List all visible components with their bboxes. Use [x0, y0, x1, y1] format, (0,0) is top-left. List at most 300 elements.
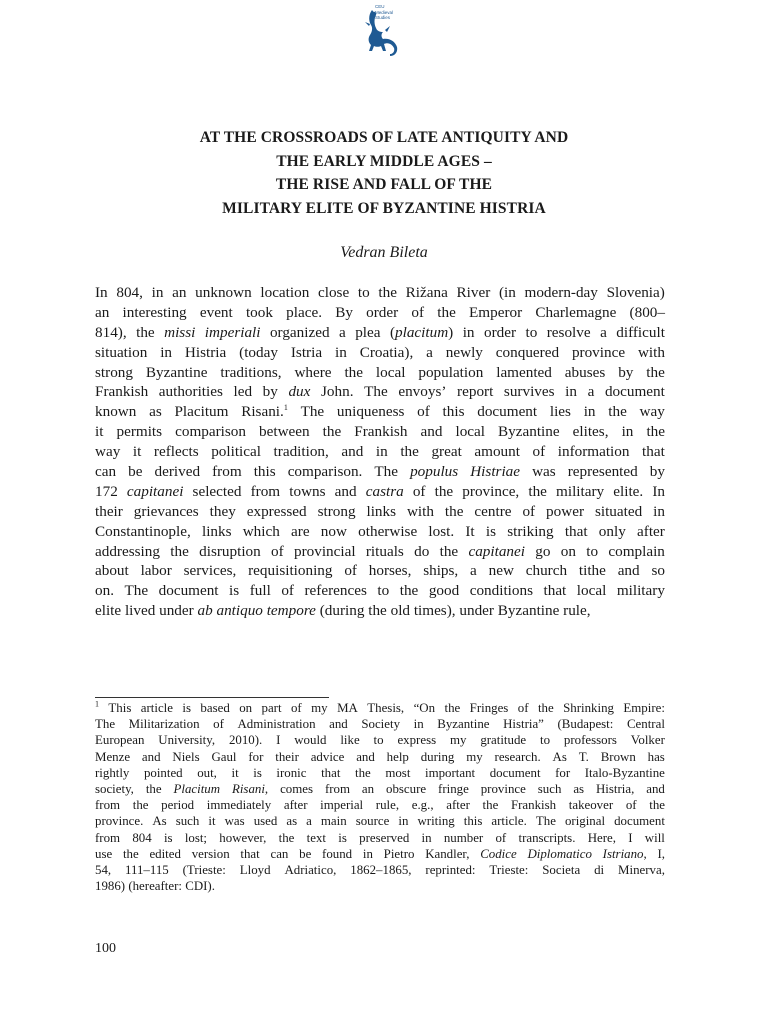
word — [563, 700, 614, 716]
word — [511, 797, 556, 813]
word — [368, 601, 387, 621]
word — [618, 363, 633, 383]
word — [490, 765, 541, 781]
text: under — [459, 602, 494, 620]
text: Volker — [630, 733, 665, 748]
text: from — [324, 781, 350, 796]
title-line: THE RISE AND FALL OF THE — [275, 176, 493, 193]
text-line — [95, 402, 665, 422]
text: elites, — [572, 423, 609, 441]
word — [608, 542, 665, 562]
word — [174, 402, 228, 422]
text: to — [377, 582, 390, 600]
word — [618, 862, 665, 878]
text: this — [442, 403, 465, 421]
word — [417, 402, 430, 422]
word — [437, 303, 456, 323]
text: The — [300, 403, 325, 421]
text: the — [444, 701, 461, 715]
word — [299, 846, 311, 862]
word — [464, 813, 483, 829]
word — [573, 422, 609, 442]
text: old — [390, 602, 411, 620]
text: requisitioning — [248, 562, 333, 580]
text: rule, — [375, 798, 400, 813]
text: help — [386, 749, 409, 764]
word — [280, 781, 313, 797]
word — [579, 749, 589, 765]
text-line — [95, 343, 665, 363]
text: are — [291, 522, 310, 540]
text: traditions, — [220, 363, 282, 381]
text: church — [525, 562, 568, 580]
text: striking — [507, 522, 554, 540]
word — [340, 732, 359, 748]
text: this — [253, 463, 276, 481]
word — [144, 765, 183, 781]
text: resolve — [546, 323, 591, 341]
text-line — [95, 830, 665, 846]
word — [407, 502, 434, 522]
text: the — [434, 482, 454, 500]
text: province, — [462, 482, 520, 500]
word — [355, 765, 371, 781]
word — [605, 382, 665, 402]
word — [440, 542, 459, 562]
text: is — [253, 765, 262, 780]
word — [481, 781, 526, 797]
word — [339, 323, 346, 343]
word — [175, 422, 246, 442]
text: on. — [95, 582, 114, 600]
text: and — [617, 562, 640, 580]
text: after — [283, 798, 308, 813]
text: document — [158, 582, 219, 600]
word — [616, 323, 665, 343]
word — [586, 542, 598, 562]
word — [338, 830, 347, 846]
text: an — [172, 284, 187, 301]
text: my — [449, 733, 467, 748]
text: Croatia), — [359, 343, 414, 361]
text: about — [95, 562, 129, 580]
word — [149, 402, 162, 422]
text: 814), — [95, 323, 127, 341]
word — [95, 749, 130, 765]
word — [438, 781, 469, 797]
word — [374, 462, 398, 482]
word — [573, 781, 584, 797]
text-line — [95, 422, 665, 442]
word — [646, 422, 665, 442]
word — [518, 700, 529, 716]
italic-text: imperiali — [204, 323, 261, 341]
word — [174, 781, 221, 797]
text: order — [366, 303, 399, 321]
word — [411, 303, 424, 323]
word — [95, 542, 160, 562]
text: is — [485, 522, 496, 540]
title-line: THE EARLY MIDDLE AGES – — [276, 152, 492, 170]
word — [425, 862, 475, 878]
word — [95, 878, 125, 894]
text: links — [201, 522, 232, 540]
text: Trieste: — [489, 862, 529, 877]
word — [125, 601, 155, 621]
text: Menze — [95, 749, 131, 764]
text: great — [431, 443, 462, 461]
text: way — [95, 443, 121, 461]
text: research. — [494, 749, 541, 764]
word — [469, 303, 522, 323]
word — [211, 749, 236, 765]
text: gratitude — [480, 733, 527, 748]
text: important — [424, 765, 476, 780]
text: Histria” — [503, 717, 544, 732]
word — [626, 797, 637, 813]
word — [579, 561, 606, 581]
text: immediately — [206, 798, 272, 813]
word — [225, 813, 245, 829]
word — [429, 581, 459, 601]
text: Rižana — [405, 284, 448, 301]
word — [251, 482, 281, 502]
word — [359, 830, 409, 846]
word — [645, 830, 665, 846]
text-line — [95, 283, 665, 303]
word — [208, 813, 215, 829]
text: rituals — [365, 542, 404, 560]
text: location — [260, 284, 310, 301]
word — [584, 402, 596, 422]
word — [152, 813, 166, 829]
text: was — [224, 814, 245, 829]
word — [480, 846, 517, 862]
word — [555, 765, 570, 781]
text: obscure — [386, 781, 427, 796]
word — [95, 303, 109, 323]
italic-text: placitum — [395, 323, 449, 341]
word — [577, 581, 607, 601]
text: my — [466, 749, 483, 764]
word — [361, 716, 400, 732]
text: and — [341, 443, 364, 461]
text: a — [600, 323, 607, 341]
word — [154, 442, 199, 462]
text: Niels — [172, 749, 200, 764]
text-line — [95, 813, 665, 829]
word — [306, 813, 312, 829]
text: (Trieste: — [182, 862, 226, 877]
text: number — [443, 830, 484, 845]
word — [364, 382, 388, 402]
word — [95, 781, 134, 797]
word — [459, 601, 494, 621]
text: I, — [657, 846, 665, 861]
text: transcripts. — [518, 830, 576, 845]
word — [468, 542, 525, 562]
text: centre — [474, 502, 512, 520]
text: it — [231, 765, 239, 780]
text-line — [95, 749, 665, 765]
word — [123, 846, 139, 862]
text: it — [132, 443, 142, 461]
word — [355, 323, 380, 343]
word — [263, 382, 278, 402]
text: T. — [578, 749, 589, 764]
word — [444, 700, 460, 716]
word — [95, 382, 148, 402]
word — [294, 732, 326, 748]
text: By — [335, 303, 353, 321]
word — [360, 343, 414, 363]
text: to — [357, 284, 370, 301]
text: labor — [140, 562, 172, 580]
word — [125, 581, 149, 601]
text: part — [261, 701, 282, 715]
text: advice — [310, 749, 345, 764]
text: This — [108, 701, 132, 715]
text: with — [637, 343, 665, 361]
text: 804 — [132, 830, 152, 845]
text: can — [270, 846, 289, 861]
word — [246, 303, 273, 323]
text: (during — [319, 602, 365, 620]
word — [95, 700, 99, 716]
word — [193, 482, 242, 502]
text: and — [420, 423, 443, 441]
word — [565, 522, 588, 542]
text: the — [437, 303, 456, 321]
word — [640, 402, 665, 422]
word — [608, 402, 627, 422]
text: which — [242, 522, 280, 540]
text: otherwise — [358, 522, 418, 540]
text: expressed — [246, 502, 307, 520]
word — [95, 482, 118, 502]
text: lamented — [496, 363, 552, 381]
text: power — [546, 502, 585, 520]
word — [240, 862, 271, 878]
text: they — [209, 502, 236, 520]
text: local — [576, 582, 607, 600]
text: MA — [337, 701, 358, 715]
footnote-divider — [95, 697, 329, 698]
word — [391, 601, 410, 621]
text: 804, — [116, 284, 143, 301]
italic-text: capitanei — [468, 542, 525, 560]
word — [239, 343, 278, 363]
text: go — [535, 542, 551, 560]
text: in — [653, 502, 665, 520]
text: links — [366, 502, 397, 520]
text: Pietro — [383, 846, 415, 861]
text: Society — [361, 717, 401, 732]
word — [496, 343, 559, 363]
text: document — [604, 383, 665, 401]
word — [443, 402, 465, 422]
word — [116, 283, 143, 303]
word — [544, 581, 567, 601]
word — [199, 542, 261, 562]
word — [95, 363, 133, 383]
author-name: Vedran Bileta — [340, 244, 428, 261]
word — [565, 813, 605, 829]
word — [572, 343, 625, 363]
word — [412, 797, 434, 813]
word — [414, 700, 435, 716]
word — [335, 482, 357, 502]
word — [202, 522, 232, 542]
text: reflects — [153, 443, 199, 461]
word — [237, 716, 315, 732]
word — [350, 862, 411, 878]
text: main — [320, 814, 347, 829]
word — [95, 522, 191, 542]
text: situation — [95, 343, 148, 361]
word — [286, 813, 297, 829]
word — [288, 462, 363, 482]
text: CDI). — [185, 879, 215, 894]
word — [623, 700, 665, 716]
word — [291, 343, 322, 363]
text: conditions — [469, 582, 533, 600]
text: Placitum — [174, 403, 229, 421]
text: Byzantine — [437, 717, 490, 732]
word — [565, 382, 577, 402]
text: is — [338, 830, 347, 845]
word — [344, 561, 357, 581]
word — [489, 862, 528, 878]
text: of — [412, 482, 426, 500]
word — [595, 502, 642, 522]
word — [638, 343, 665, 363]
word — [132, 830, 151, 846]
word — [542, 862, 580, 878]
text: Kandler, — [425, 846, 470, 861]
text: references — [304, 582, 367, 600]
word — [207, 797, 271, 813]
word — [445, 502, 464, 522]
word — [274, 442, 329, 462]
word — [129, 716, 200, 732]
word — [95, 502, 123, 522]
word — [250, 581, 271, 601]
text: European — [95, 733, 145, 748]
text: the — [344, 363, 364, 381]
word — [423, 561, 458, 581]
word — [474, 502, 511, 522]
text: The — [95, 717, 116, 732]
text: Militarization — [128, 717, 200, 732]
text: by — [262, 383, 278, 401]
text: be — [128, 463, 143, 481]
word — [648, 749, 665, 765]
word — [95, 813, 143, 829]
word — [134, 502, 199, 522]
text: of — [532, 443, 546, 461]
word — [540, 732, 550, 748]
text-line — [95, 482, 665, 502]
text: on — [560, 542, 576, 560]
text: after — [637, 522, 665, 540]
word — [320, 797, 363, 813]
word — [95, 732, 144, 748]
text: and — [646, 781, 665, 796]
text: comes — [280, 781, 314, 796]
text: abuses — [564, 363, 606, 381]
word — [95, 862, 111, 878]
text: John. — [321, 383, 354, 401]
word — [128, 878, 182, 894]
text: in — [151, 284, 164, 301]
word — [617, 581, 665, 601]
word — [444, 830, 483, 846]
text-line — [95, 462, 665, 482]
word — [356, 749, 375, 765]
word — [176, 813, 200, 829]
text: The — [535, 814, 556, 829]
word — [320, 601, 365, 621]
text: (Budapest: — [557, 717, 614, 732]
word — [378, 283, 397, 303]
word — [465, 522, 474, 542]
text: and — [334, 482, 357, 500]
word — [400, 581, 419, 601]
text: the — [646, 363, 665, 381]
word — [220, 363, 281, 383]
text: Histria, — [596, 781, 635, 796]
text: period — [161, 798, 195, 813]
word — [491, 813, 526, 829]
text: express — [397, 733, 437, 748]
text: pointed — [143, 765, 183, 780]
word — [321, 382, 354, 402]
text: that — [543, 582, 567, 600]
word — [125, 862, 169, 878]
text: The — [374, 463, 399, 481]
text: represented — [567, 463, 638, 481]
word — [267, 601, 316, 621]
text: after — [446, 798, 470, 813]
word — [254, 462, 276, 482]
word — [525, 323, 537, 343]
text: local — [455, 423, 485, 441]
text: the — [444, 502, 464, 520]
word — [556, 482, 604, 502]
text: the — [368, 602, 387, 620]
word — [307, 830, 326, 846]
text: for — [555, 765, 571, 780]
text: military — [616, 582, 665, 600]
word — [627, 716, 665, 732]
word — [288, 382, 310, 402]
word — [376, 363, 406, 383]
word — [550, 402, 571, 422]
word — [95, 402, 136, 422]
text: “On — [413, 701, 436, 715]
text: In — [95, 284, 108, 301]
word — [211, 442, 261, 462]
text-line — [95, 561, 665, 581]
word — [390, 323, 453, 343]
word — [248, 749, 263, 765]
word — [259, 422, 310, 442]
word — [95, 343, 147, 363]
text: University, — [158, 733, 216, 748]
text: article. — [491, 814, 527, 829]
text-line — [95, 382, 665, 402]
